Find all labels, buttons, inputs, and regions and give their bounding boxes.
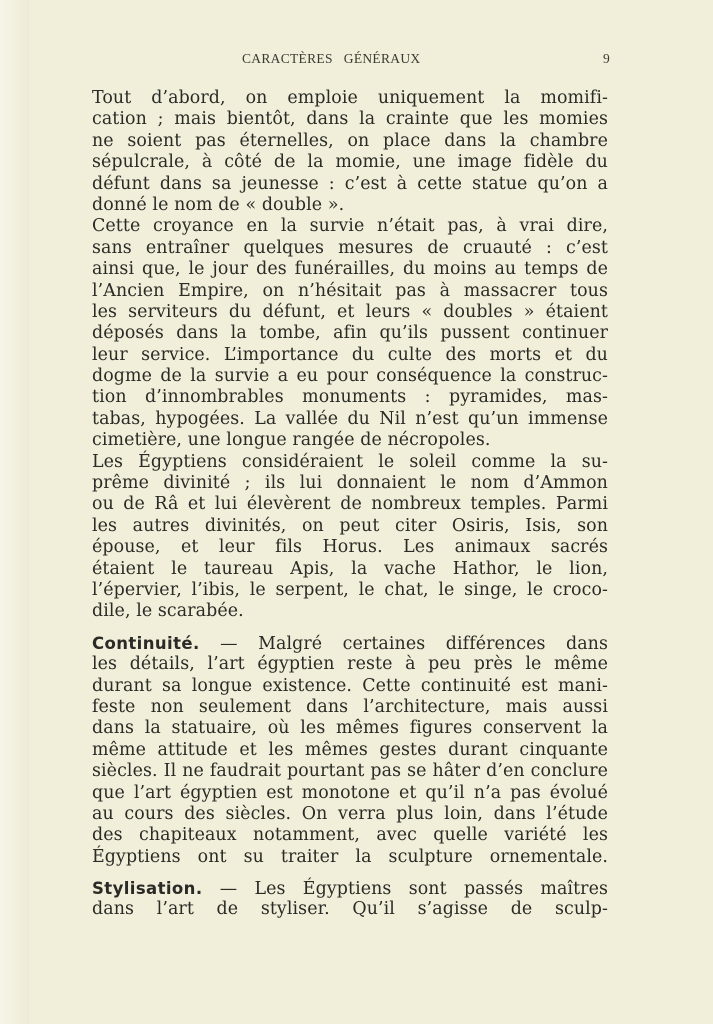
section-first-line-text: — Les Égyptiens sont passés maîtres: [202, 879, 608, 900]
text-line: dile, le scarabée.: [92, 601, 244, 622]
section-spacer: [92, 623, 608, 633]
text-line: dans la statuaire, où les mêmes figures conservent la: [92, 718, 608, 739]
text-line: durant sa longue existence. Cette continuité est mani-: [92, 675, 608, 696]
text-line: Les Égyptiens considéraient le soleil comme la su-: [92, 451, 608, 472]
section-first-line: [92, 633, 608, 654]
text-line: prême divinité ; ils lui donnaient le nom d’Ammon: [92, 473, 608, 494]
text-line: ainsi que, le jour des funérailles, du moins au temps de: [92, 259, 608, 280]
text-line: ne soient pas éternelles, on place dans la chambre: [92, 130, 608, 151]
text-line: tabas, hypogées. La vallée du Nil n’est qu’un immense: [92, 408, 608, 429]
running-title: CARACTÈRES GÉNÉRAUX: [242, 51, 421, 66]
page-number: 9: [602, 51, 610, 66]
running-header: [92, 51, 612, 71]
paragraph: [92, 452, 608, 623]
text-line: Égyptiens ont su traiter la sculpture ornementale.: [92, 846, 608, 867]
paragraph: [92, 216, 608, 451]
text-line: les serviteurs du défunt, et leurs « doubles » étaient: [92, 301, 608, 322]
text-line: les détails, l’art égyptien reste à peu près le même: [92, 654, 608, 675]
text-line: tion d’innombrables monuments : pyramides, mas-: [92, 387, 608, 408]
text-line: des chapiteaux notamment, avec quelle variété les: [92, 825, 608, 846]
text-line: cimetière, une longue rangée de nécropoles.: [92, 430, 491, 451]
text-line: étaient le taureau Apis, la vache Hathor, le lion,: [92, 558, 608, 579]
text-line: feste non seulement dans l’architecture, mais aussi: [92, 696, 608, 717]
text-line: les autres divinités, on peut citer Osiris, Isis, son: [92, 515, 608, 536]
text-line: l’Ancien Empire, on n’hésitait pas à massacrer tous: [92, 280, 608, 301]
text-line: cation ; mais bientôt, dans la crainte que les momies: [92, 109, 608, 130]
text-line: que l’art égyptien est monotone et qu’il n’a pas évolué: [92, 782, 608, 803]
text-line: siècles. Il ne faudrait pourtant pas se hâter d’en conclure: [92, 761, 608, 782]
section-first-line: [92, 878, 608, 899]
section-continuite: [92, 633, 608, 868]
text-line: dans l’art de styliser. Qu’il s’agisse de sculp-: [92, 899, 608, 920]
paragraph: [92, 88, 608, 216]
text-line: même attitude et les mêmes gestes durant cinquante: [92, 739, 608, 760]
text-line: sans entraîner quelques mesures de cruauté : c’est: [92, 237, 608, 258]
text-line: épouse, et leur fils Horus. Les animaux sacrés: [92, 537, 608, 558]
section-heading: Stylisation.: [92, 879, 203, 899]
body-text: [92, 88, 608, 921]
section-spacer: [92, 868, 608, 878]
section-heading: Continuité.: [92, 633, 200, 653]
text-line: sépulcrale, à côté de la momie, une image fidèle du: [92, 152, 608, 173]
text-line: l’épervier, l’ibis, le serpent, le chat, le singe, le croco-: [92, 579, 608, 600]
text-line: Tout d’abord, on emploie uniquement la momifi-: [92, 88, 608, 108]
text-line: dogme de la survie a eu pour conséquence la construc-: [92, 366, 608, 387]
text-line: leur service. L’importance du culte des morts et du: [92, 344, 608, 365]
text-line: donné le nom de « double ».: [92, 194, 345, 215]
page-gutter-edge: [0, 0, 29, 1024]
text-line: ou de Râ et lui élevèrent de nombreux temples. Parmi: [92, 494, 608, 515]
text-line: Cette croyance en la survie n’était pas, à vrai dire,: [92, 216, 608, 237]
section-first-line-text: — Malgré certaines différences dans: [199, 633, 608, 654]
text-line: défunt dans sa jeunesse : c’est à cette statue qu’on a: [92, 173, 608, 194]
section-stylisation: [92, 878, 608, 921]
text-line: au cours des siècles. On verra plus loin, dans l’étude: [92, 803, 608, 824]
text-line: déposés dans la tombe, afin qu’ils pussent continuer: [92, 323, 608, 344]
